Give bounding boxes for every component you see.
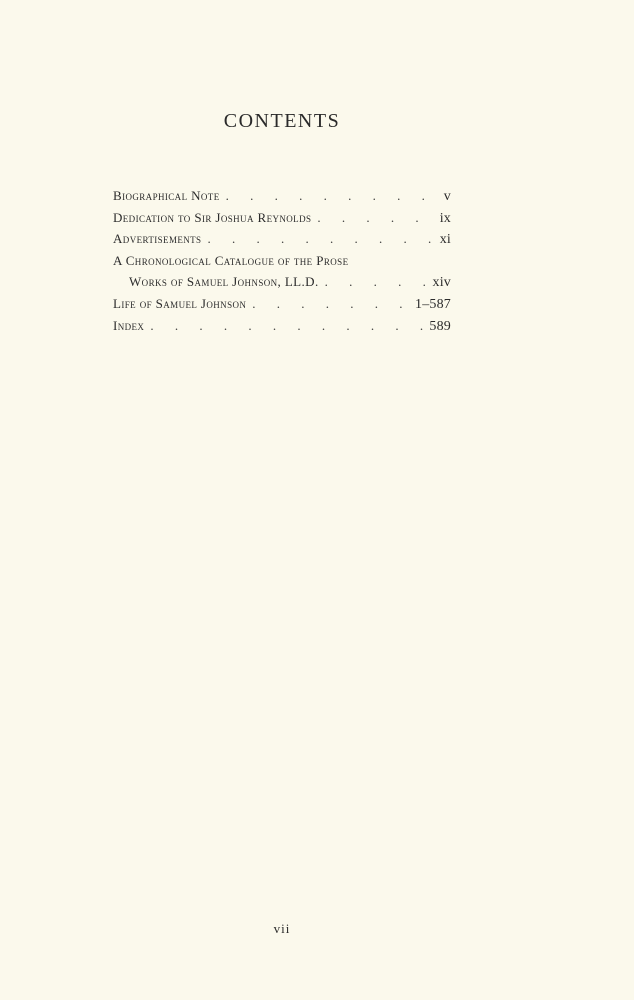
toc-entry-chronological-catalogue-cont [113, 271, 451, 293]
dot-leader [201, 228, 439, 250]
dot-leader [319, 271, 433, 293]
toc-entry-label: Advertisements [113, 231, 202, 247]
toc-entry-page: 1–587 [415, 296, 451, 312]
toc-entry-label: Index [113, 317, 145, 333]
toc-entry-chronological-catalogue [113, 250, 451, 272]
dot-leader [220, 185, 444, 207]
toc-entry-label: Biographical Note [113, 188, 220, 203]
toc-entry-label: Life of Samuel Johnson [113, 295, 247, 311]
toc-entry-biographical-note [113, 185, 451, 207]
toc-entry-label: Dedication to Sir Joshua Reynolds [113, 209, 312, 225]
toc-entry-page: 589 [429, 318, 451, 334]
toc-entry-advertisements [113, 228, 451, 250]
dot-leader [246, 293, 415, 315]
toc-entry-page: xiv [432, 275, 451, 291]
toc-entry-page: ix [439, 210, 451, 226]
toc-entry-label: Works of Samuel Johnson, LL.D. [129, 274, 319, 290]
toc-entry-label: A Chronological Catalogue of the Prose [113, 252, 349, 268]
toc-entry-page: v [443, 189, 451, 204]
toc-entry-dedication [113, 207, 451, 229]
page-number: vii [273, 921, 291, 936]
dot-leader [311, 207, 439, 229]
toc-entry-life-of-johnson [113, 293, 451, 315]
page-title: CONTENTS [223, 110, 341, 132]
table-of-contents [113, 185, 451, 336]
dot-leader [144, 315, 429, 337]
toc-entry-page: xi [439, 232, 451, 248]
toc-entry-index [113, 315, 451, 337]
